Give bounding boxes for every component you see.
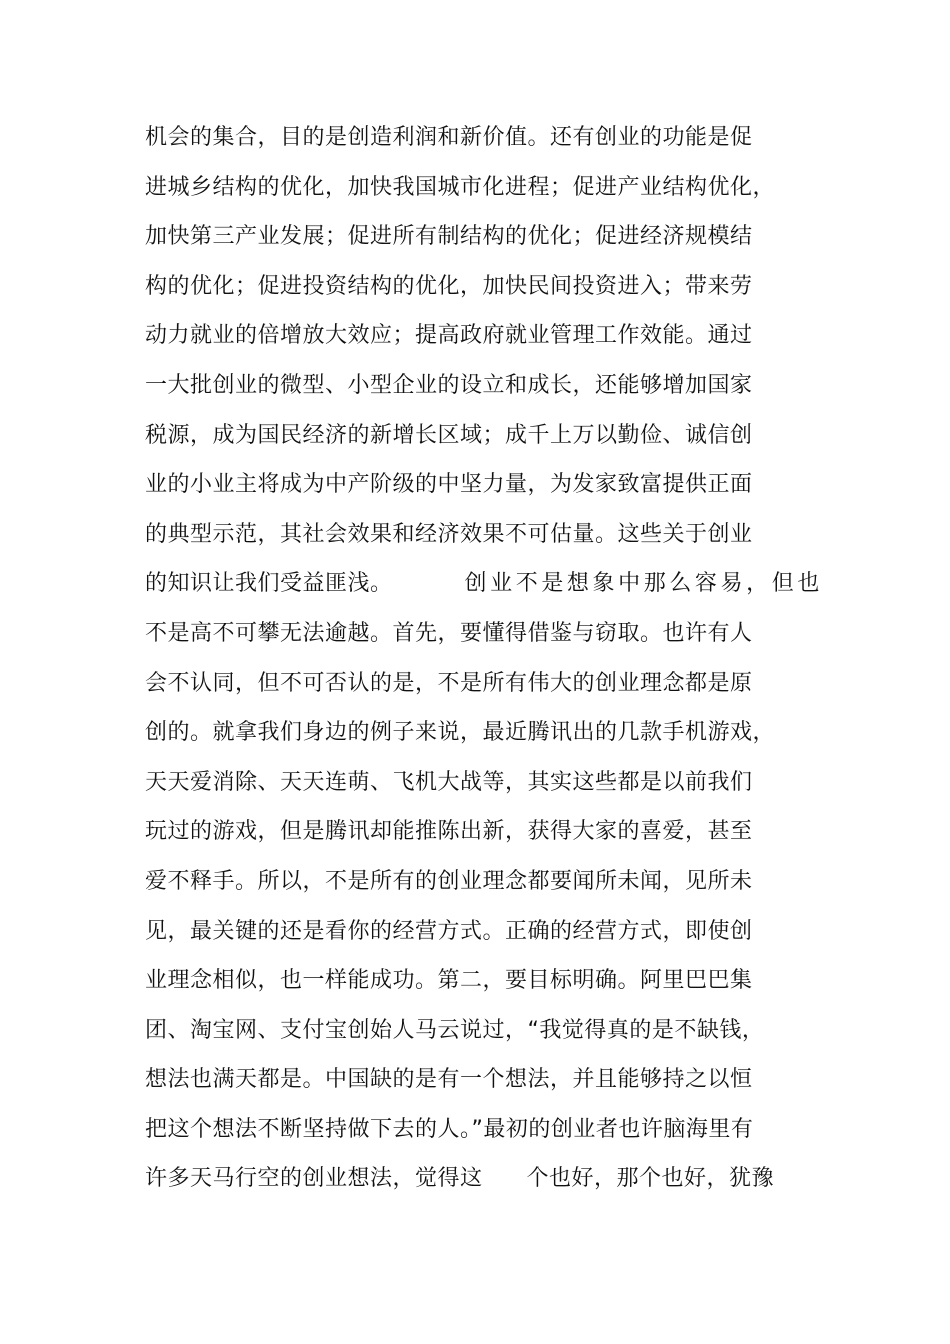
body-text <box>145 113 905 1204</box>
text-line: 的典型示范，其社会效果和经济效果不可估量。这些关于创业 <box>145 521 753 547</box>
text-line: 加快第三产业发展；促进所有制结构的优化；促进经济规模结 <box>145 224 753 250</box>
text-line: 团、淘宝网、支付宝创始人马云说过，“我觉得真的是不缺钱， <box>145 1017 765 1043</box>
text-line: 会不认同，但不可否认的是，不是所有伟大的创业理念都是原 <box>145 670 753 696</box>
text-segment: 创业不是想象中那么容易，但也 <box>464 571 823 597</box>
text-line: 想法也满天都是。中国缺的是有一个想法，并且能够持之以恒 <box>145 1067 753 1093</box>
text-line: 把这个想法不断坚持做下去的人。”最初的创业者也许脑海里有 <box>145 1116 754 1142</box>
text-line: 构的优化；促进投资结构的优化，加快民间投资进入；带来劳 <box>145 273 753 299</box>
text-line: 爱不释手。所以，不是所有的创业理念都要闻所未闻，见所未 <box>145 868 753 894</box>
text-line: 天天爱消除、天天连萌、飞机大战等，其实这些都是以前我们 <box>145 769 753 795</box>
text-line: 一大批创业的微型、小型企业的设立和成长，还能够增加国家 <box>145 372 753 398</box>
text-line: 业理念相似，也一样能成功。第二，要目标明确。阿里巴巴集 <box>145 968 753 994</box>
text-line: 见，最关键的还是看你的经营方式。正确的经营方式，即使创 <box>145 918 753 944</box>
text-line-with-continuation <box>145 559 905 609</box>
text-segment: 许多天马行空的创业想法，觉得这 <box>145 1166 483 1192</box>
text-line: 不是高不可攀无法逾越。首先，要懂得借鉴与窃取。也许有人 <box>145 620 753 646</box>
text-line: 机会的集合，目的是创造利润和新价值。还有创业的功能是促 <box>145 125 753 150</box>
text-line: 玩过的游戏，但是腾讯却能推陈出新，获得大家的喜爱，甚至 <box>145 819 753 845</box>
text-line: 创的。就拿我们身边的例子来说，最近腾讯出的几款手机游戏， <box>145 720 776 746</box>
text-line: 税源，成为国民经济的新增长区域；成千上万以勤俭、诚信创 <box>145 422 753 448</box>
text-line: 业的小业主将成为中产阶级的中坚力量，为发家致富提供正面 <box>145 472 753 498</box>
text-line: 动力就业的倍增放大效应；提高政府就业管理工作效能。通过 <box>145 323 753 349</box>
text-line: 进城乡结构的优化，加快我国城市化进程；促进产业结构优化， <box>145 174 776 200</box>
text-line-with-gap <box>145 1154 905 1204</box>
text-segment: 个也好，那个也好，犹豫 <box>526 1166 775 1192</box>
text-segment: 的知识让我们受益匪浅。 <box>145 571 393 597</box>
